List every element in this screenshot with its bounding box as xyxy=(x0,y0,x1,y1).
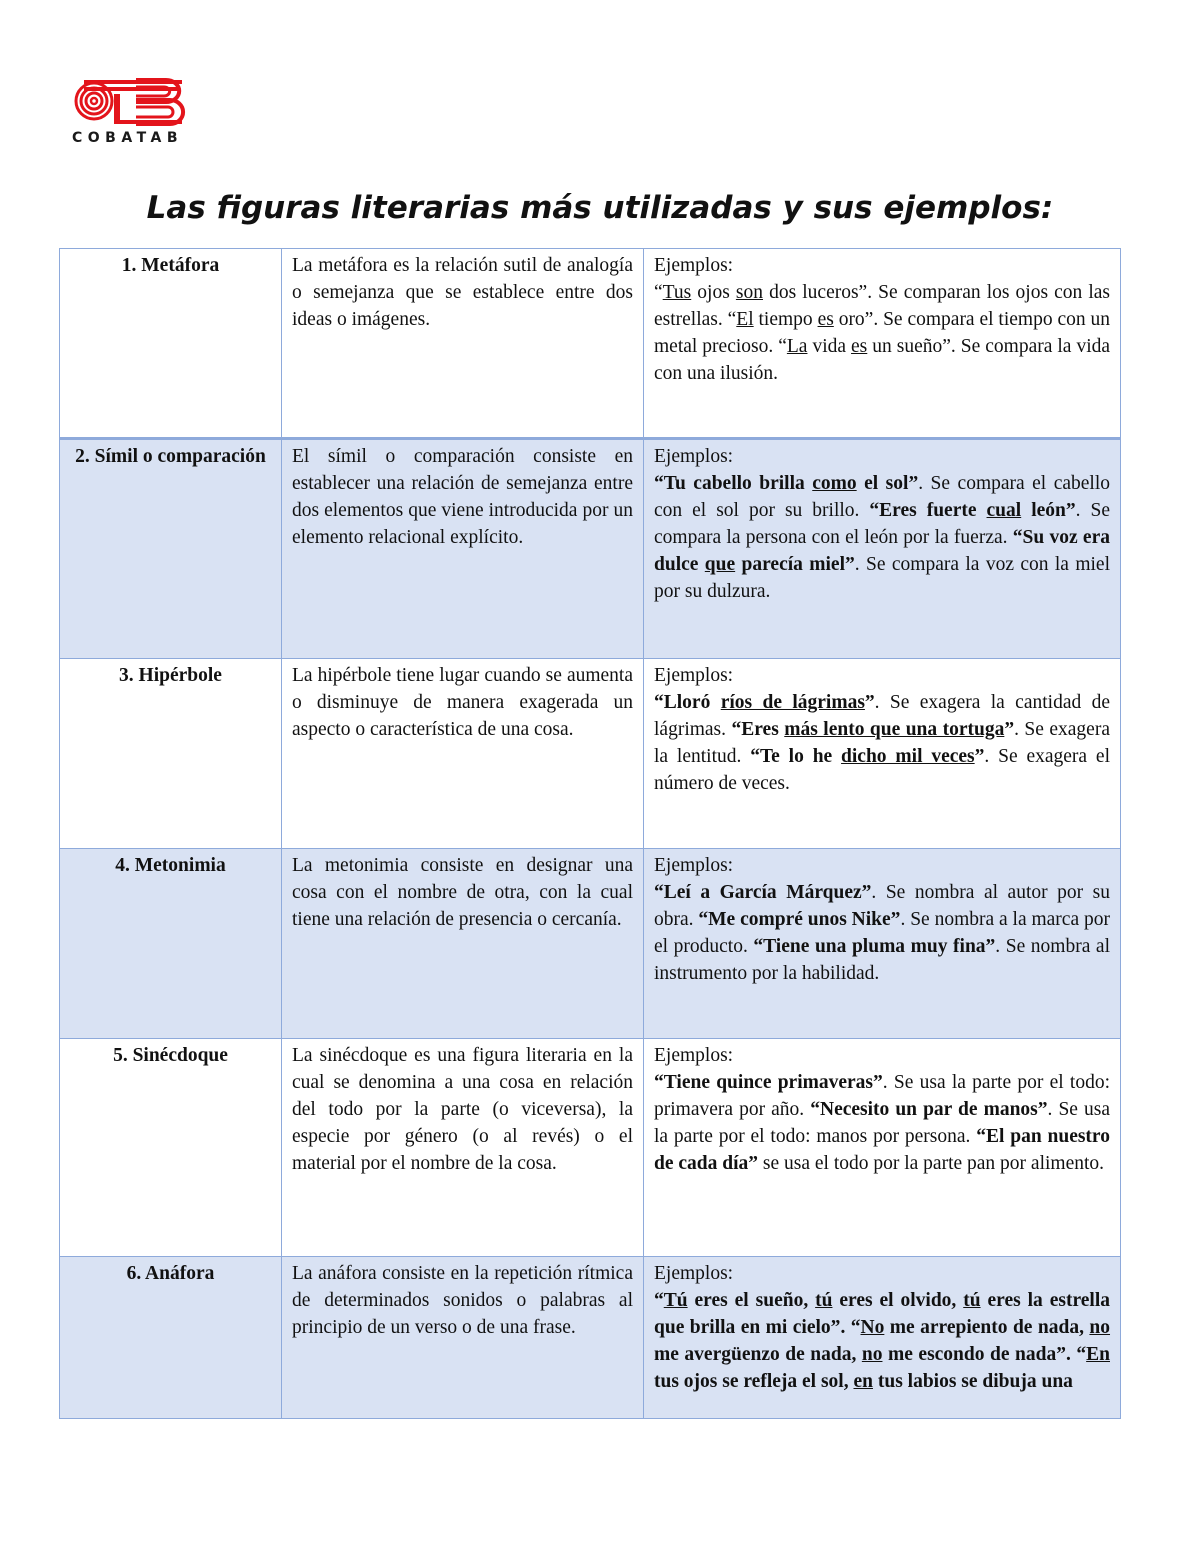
example-segment: dos luceros”. Se comparan los ojos con las estrellas. “ xyxy=(654,282,1110,330)
example-segment: . Se exagera el número de veces. xyxy=(654,746,1110,794)
example-segment: En xyxy=(1086,1344,1110,1365)
examples-text xyxy=(654,1287,1110,1395)
examples-label: Ejemplos: xyxy=(654,255,734,276)
examples-label: Ejemplos: xyxy=(654,446,734,467)
figure-examples xyxy=(644,249,1121,439)
figure-name: 3. Hipérbole xyxy=(60,659,282,849)
table-row xyxy=(60,439,1121,659)
examples-text xyxy=(654,279,1110,387)
figure-definition: La sinécdoque es una figura literaria en la cual se denomina a una cosa en relación del todo por la parte (o viceversa), la especie por género (o al revés) o el material por el nombre de la cosa. xyxy=(282,1039,644,1257)
figure-examples xyxy=(644,1257,1121,1419)
example-segment: . Se nombra al instrumento por la habilidad. xyxy=(654,936,1111,984)
figure-definition: La hipérbole tiene lugar cuando se aumenta o disminuye de manera exagerada un aspecto o característica de una cosa. xyxy=(282,659,644,849)
example-segment: “Eres fuerte xyxy=(869,500,987,521)
example-segment: no xyxy=(861,1344,883,1365)
figure-name: 1. Metáfora xyxy=(60,249,282,439)
table-row xyxy=(60,1039,1121,1257)
example-segment: león” xyxy=(1021,500,1076,521)
example-segment: tiempo xyxy=(753,309,818,330)
example-segment: eres la estrella que brilla en mi cielo” xyxy=(654,1290,1110,1338)
example-segment: . Se compara la persona con el león por la fuerza. xyxy=(654,500,1110,548)
example-segment: . Se compara el cabello con el sol por su brillo. xyxy=(654,473,1110,521)
examples-text xyxy=(654,879,1110,987)
figure-examples xyxy=(644,849,1121,1039)
example-segment: No xyxy=(860,1317,885,1338)
example-segment: El xyxy=(736,309,754,330)
example-segment: “Tu cabello brilla xyxy=(654,473,813,494)
figure-name: 6. Anáfora xyxy=(60,1257,282,1419)
example-segment: ojos xyxy=(691,282,736,303)
figure-examples xyxy=(644,659,1121,849)
example-segment: no xyxy=(1089,1317,1111,1338)
example-segment: . Se exagera la cantidad de lágrimas. xyxy=(654,692,1110,740)
example-segment: vida xyxy=(807,336,852,357)
table-row xyxy=(60,1257,1121,1419)
cobatab-logo-text: COBATAB xyxy=(72,130,184,146)
example-segment: el sol” xyxy=(856,473,919,494)
example-segment: me avergüenzo de nada, xyxy=(654,1344,862,1365)
example-segment: como xyxy=(812,473,857,494)
page-title: Las figuras literarias más utilizadas y sus ejemplos: xyxy=(146,190,1054,226)
table-row xyxy=(60,249,1121,439)
examples-label: Ejemplos: xyxy=(654,1045,734,1066)
figure-name: 4. Metonimia xyxy=(60,849,282,1039)
example-segment: “Tiene quince primaveras” xyxy=(654,1072,883,1093)
example-segment: que xyxy=(704,554,736,575)
example-segment: parecía miel” xyxy=(735,554,855,575)
table-row xyxy=(60,659,1121,849)
example-segment: “Su voz era dulce xyxy=(654,527,1110,575)
example-segment: eres el olvido, xyxy=(832,1290,964,1311)
figure-name: 2. Símil o comparación xyxy=(60,439,282,659)
figure-definition: La metonimia consiste en designar una cosa con el nombre de otra, con la cual tiene una relación de presencia o cercanía. xyxy=(282,849,644,1039)
figure-examples xyxy=(644,1039,1121,1257)
examples-label: Ejemplos: xyxy=(654,1263,734,1284)
examples-text xyxy=(654,1069,1110,1177)
example-segment: “ xyxy=(654,1290,664,1311)
example-segment: . “ xyxy=(1065,1344,1087,1365)
example-segment: tú xyxy=(815,1290,833,1311)
example-segment: tú xyxy=(963,1290,981,1311)
example-segment: “ xyxy=(654,282,663,303)
example-segment: “Leí a García Márquez” xyxy=(654,882,872,903)
figure-definition: La anáfora consiste en la repetición rítmica de determinados sonidos o palabras al principio de un verso o de una frase. xyxy=(282,1257,644,1419)
examples-text xyxy=(654,689,1110,797)
example-segment: ríos de lágrimas xyxy=(720,692,865,713)
example-segment: me escondo de nada” xyxy=(882,1344,1066,1365)
example-segment: tus labios se dibuja una xyxy=(872,1371,1073,1392)
example-segment: . Se exagera la lentitud. xyxy=(654,719,1110,767)
figures-table xyxy=(59,248,1121,1419)
example-segment: ” xyxy=(864,692,875,713)
example-segment: Tú xyxy=(663,1290,688,1311)
example-segment: es xyxy=(817,309,834,330)
example-segment: “Lloró xyxy=(654,692,721,713)
examples-text xyxy=(654,470,1110,605)
examples-label: Ejemplos: xyxy=(654,855,734,876)
example-segment: ” xyxy=(974,746,985,767)
example-segment: ” xyxy=(1004,719,1015,740)
example-segment: me arrepiento de nada, xyxy=(884,1317,1090,1338)
example-segment: es xyxy=(851,336,868,357)
example-segment: eres el sueño, xyxy=(687,1290,816,1311)
figure-examples xyxy=(644,439,1121,659)
example-segment: “Eres xyxy=(731,719,785,740)
example-segment: “Te lo he xyxy=(750,746,842,767)
example-segment: . “ xyxy=(840,1317,861,1338)
example-segment: se usa el todo por la parte pan por alimento. xyxy=(758,1153,1105,1174)
example-segment: “Tiene una pluma muy fina” xyxy=(753,936,996,957)
example-segment: “El pan nuestro de cada día” xyxy=(654,1126,1110,1174)
figure-name: 5. Sinécdoque xyxy=(60,1039,282,1257)
example-segment: tus ojos se refleja el sol, xyxy=(654,1371,854,1392)
example-segment: . Se nombra a la marca por el producto. xyxy=(654,909,1110,957)
example-segment: . Se usa la parte por el todo: manos por persona. xyxy=(654,1099,1111,1147)
example-segment: Tus xyxy=(662,282,692,303)
example-segment: más lento que una tortuga xyxy=(784,719,1005,740)
example-segment: . Se nombra al autor por su obra. xyxy=(654,882,1110,930)
example-segment: oro”. Se compara el tiempo con un metal precioso. “ xyxy=(654,309,1110,357)
example-segment: dicho mil veces xyxy=(841,746,975,767)
example-segment: La xyxy=(786,336,808,357)
example-segment: . Se compara la voz con la miel por su dulzura. xyxy=(654,554,1110,602)
example-segment: son xyxy=(735,282,763,303)
example-segment: en xyxy=(853,1371,873,1392)
table-row xyxy=(60,849,1121,1039)
figure-definition: El símil o comparación consiste en establecer una relación de semejanza entre dos elementos que viene introducida por un elemento relacional explícito. xyxy=(282,439,644,659)
figure-definition: La metáfora es la relación sutil de analogía o semejanza que se establece entre dos ideas o imágenes. xyxy=(282,249,644,439)
example-segment: “Necesito un par de manos” xyxy=(810,1099,1048,1120)
example-segment: cual xyxy=(986,500,1022,521)
example-segment: un sueño”. Se compara la vida con una ilusión. xyxy=(654,336,1111,384)
example-segment: “Me compré unos Nike” xyxy=(698,909,901,930)
examples-label: Ejemplos: xyxy=(654,665,734,686)
example-segment: . Se usa la parte por el todo: primavera por año. xyxy=(654,1072,1110,1120)
